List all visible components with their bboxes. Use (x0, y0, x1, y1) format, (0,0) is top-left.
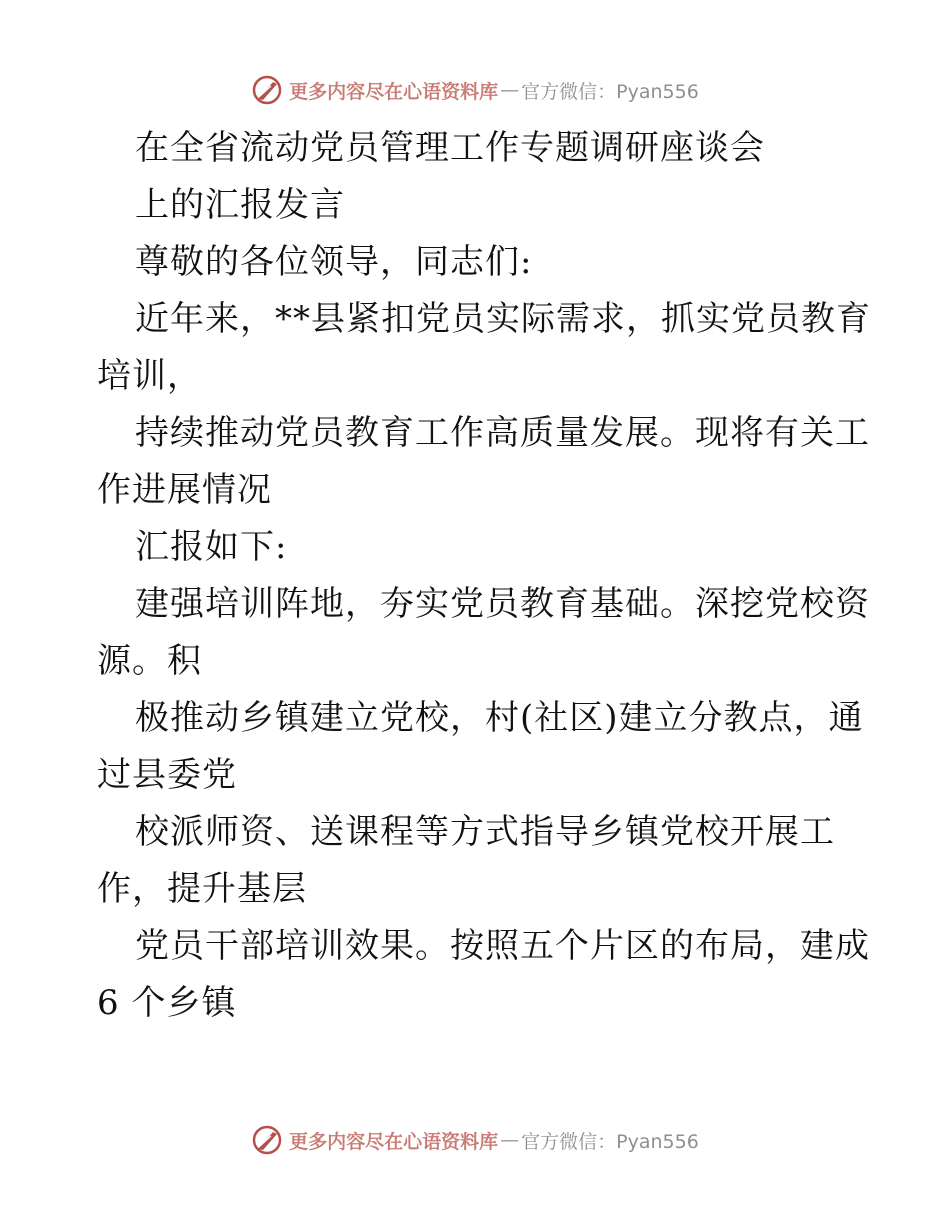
doc-line: 源。积 (97, 641, 202, 681)
doc-line: 作进展情况 (97, 470, 272, 510)
watermark-dash: — (500, 1129, 520, 1151)
doc-line: 汇报如下: (135, 527, 288, 567)
doc-line: 培训， (97, 356, 202, 396)
watermark-banner-top (0, 70, 950, 110)
doc-line: 党员干部培训效果。按照五个片区的布局，建成 (135, 926, 870, 966)
quill-logo-icon (251, 1124, 283, 1156)
doc-line: 极推动乡镇建立党校，村(社区)建立分教点，通 (135, 698, 864, 738)
doc-line: 持续推动党员教育工作高质量发展。现将有关工 (135, 413, 870, 453)
doc-line: 上的汇报发言 (135, 185, 345, 225)
doc-line: 过县委党 (97, 755, 237, 795)
doc-line: 尊敬的各位领导，同志们: (135, 242, 533, 282)
document-body (97, 120, 871, 1032)
doc-line: 校派师资、送课程等方式指导乡镇党校开展工 (135, 812, 835, 852)
watermark-sub-text: 官方微信：Pyan556 (521, 80, 699, 103)
doc-line: 在全省流动党员管理工作专题调研座谈会 (135, 128, 765, 168)
doc-line: 作，提升基层 (97, 869, 307, 909)
watermark-banner-bottom (0, 1120, 950, 1160)
watermark-dash: — (500, 79, 520, 101)
doc-line: 建强培训阵地，夯实党员教育基础。深挖党校资 (135, 584, 870, 624)
doc-line: 近年来，**县紧扣党员实际需求，抓实党员教育 (135, 299, 871, 339)
quill-logo-icon (251, 74, 283, 106)
watermark-main-text: 更多内容尽在心语资料库 (289, 1130, 499, 1153)
watermark-sub-text: 官方微信：Pyan556 (521, 1130, 699, 1153)
doc-line: 6 个乡镇 (97, 983, 237, 1023)
watermark-main-text: 更多内容尽在心语资料库 (289, 80, 499, 103)
